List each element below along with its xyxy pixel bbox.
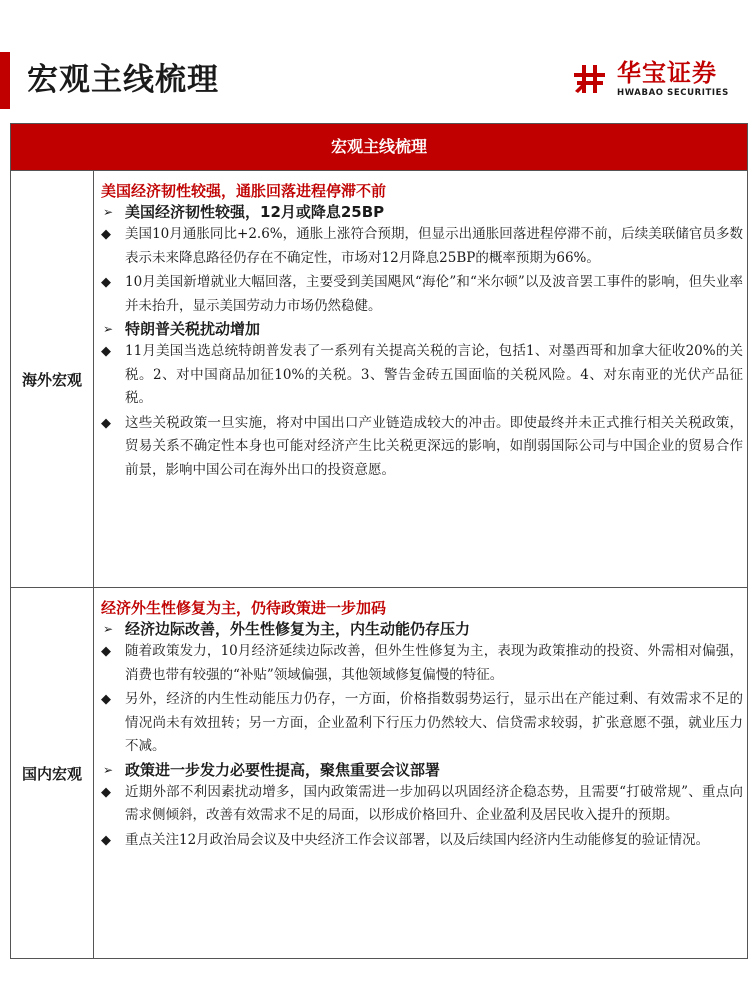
bullet-item: ◆ 11月美国当选总统特朗普发表了一系列有关提高关税的言论，包括1、对墨西哥和加拿大征收20%的关税。2、对中国商品加征10%的关税。3、警告金砖五国面临的关税风险。4、对东南亚的光伏产品征税。 bbox=[101, 340, 743, 411]
diamond-bullet-icon: ◆ bbox=[101, 644, 111, 659]
section-title: 经济外生性修复为主，仍待政策进一步加码 bbox=[101, 599, 387, 617]
logo-text-cn: 华宝证券 bbox=[617, 59, 717, 87]
bullet-item: ◆ 美国10月通胀同比+2.6%，通胀上涨符合预期，但显示出通胀回落进程停滞不前，后续美联储官员多数表示未来降息路径仍存在不确定性，市场对12月降息25BP的概率预期为66%。 bbox=[101, 223, 743, 270]
table-row-domestic bbox=[11, 587, 747, 958]
arrow-bullet-icon: ➢ bbox=[103, 622, 114, 636]
header-accent-bar bbox=[0, 52, 10, 109]
subtitle: ➢ 美国经济韧性较强，12月或降息25BP bbox=[103, 203, 385, 221]
arrow-bullet-icon: ➢ bbox=[103, 762, 114, 777]
arrow-bullet-icon: ➢ bbox=[103, 322, 114, 336]
diamond-bullet-icon: ◆ bbox=[101, 415, 111, 431]
bullet-item: ◆ 重点关注12月政治局会议及中央经济工作会议部署，以及后续国内经济内生动能修复的验证情况。 bbox=[101, 829, 743, 853]
subtitle: ➢ 经济边际改善，外生性修复为主，内生动能仍存压力 bbox=[103, 620, 471, 638]
macro-table bbox=[10, 123, 748, 959]
section-title: 美国经济韧性较强，通胀回落进程停滞不前 bbox=[101, 182, 387, 200]
bullet-item: ◆ 近期外部不利因素扰动增多，国内政策需进一步加码以巩固经济企稳态势，且需要“打破常规”、重点向需求侧倾斜，改善有效需求不足的局面，以形成价格回升、企业盈利及居民收入提升的预期。 bbox=[101, 781, 743, 828]
diamond-bullet-icon: ◆ bbox=[101, 692, 111, 707]
row-content bbox=[101, 171, 743, 482]
page-title: 宏观主线梳理 bbox=[27, 62, 219, 98]
arrow-bullet-icon: ➢ bbox=[103, 205, 114, 219]
diamond-bullet-icon: ◆ bbox=[101, 227, 111, 242]
huabao-logo-mark-icon bbox=[573, 62, 607, 96]
table-heading: 宏观主线梳理 bbox=[11, 124, 747, 170]
company-logo bbox=[573, 59, 745, 102]
diamond-bullet-icon: ◆ bbox=[101, 784, 111, 800]
subtitle: ➢ 政策进一步发力必要性提高，聚焦重要会议部署 bbox=[103, 760, 441, 779]
bullet-item: ◆ 另外，经济的内生性动能压力仍存，一方面，价格指数弱势运行，显示出在产能过剩、有效需求不足的情况尚未有效扭转；另一方面，企业盈利下行压力仍然较大、信贷需求较弱，扩张意愿不强，就业压力不减。 bbox=[101, 688, 743, 759]
diamond-bullet-icon: ◆ bbox=[101, 275, 111, 290]
diamond-bullet-icon: ◆ bbox=[101, 344, 111, 359]
bullet-item: ◆ 随着政策发力，10月经济延续边际改善，但外生性修复为主，表现为政策推动的投资、外需相对偏强，消费也带有较强的“补贴”领域偏强，其他领域修复偏慢的特征。 bbox=[101, 640, 743, 687]
bullet-item: ◆ 这些关税政策一旦实施，将对中国出口产业链造成较大的冲击。即使最终并未正式推行相关关税政策，贸易关系不确定性本身也可能对经济产生比关税更深远的影响，如削弱国际公司与中国企业的贸易合作前景，影响中国公司在海外出口的投资意愿。 bbox=[101, 412, 743, 483]
diamond-bullet-icon: ◆ bbox=[101, 832, 111, 848]
row-label: 国内宏观 bbox=[11, 588, 94, 958]
row-label: 海外宏观 bbox=[11, 171, 94, 587]
logo-text-en: HWABAO SECURITIES bbox=[617, 88, 729, 98]
row-content bbox=[101, 588, 743, 852]
subtitle: ➢ 特朗普关税扰动增加 bbox=[103, 320, 261, 338]
bullet-item: ◆ 10月美国新增就业大幅回落，主要受到美国飓风“海伦”和“米尔顿”以及波音罢工事件的影响，但失业率并未抬升，显示美国劳动力市场仍然稳健。 bbox=[101, 271, 743, 318]
table-row-overseas bbox=[11, 170, 747, 587]
